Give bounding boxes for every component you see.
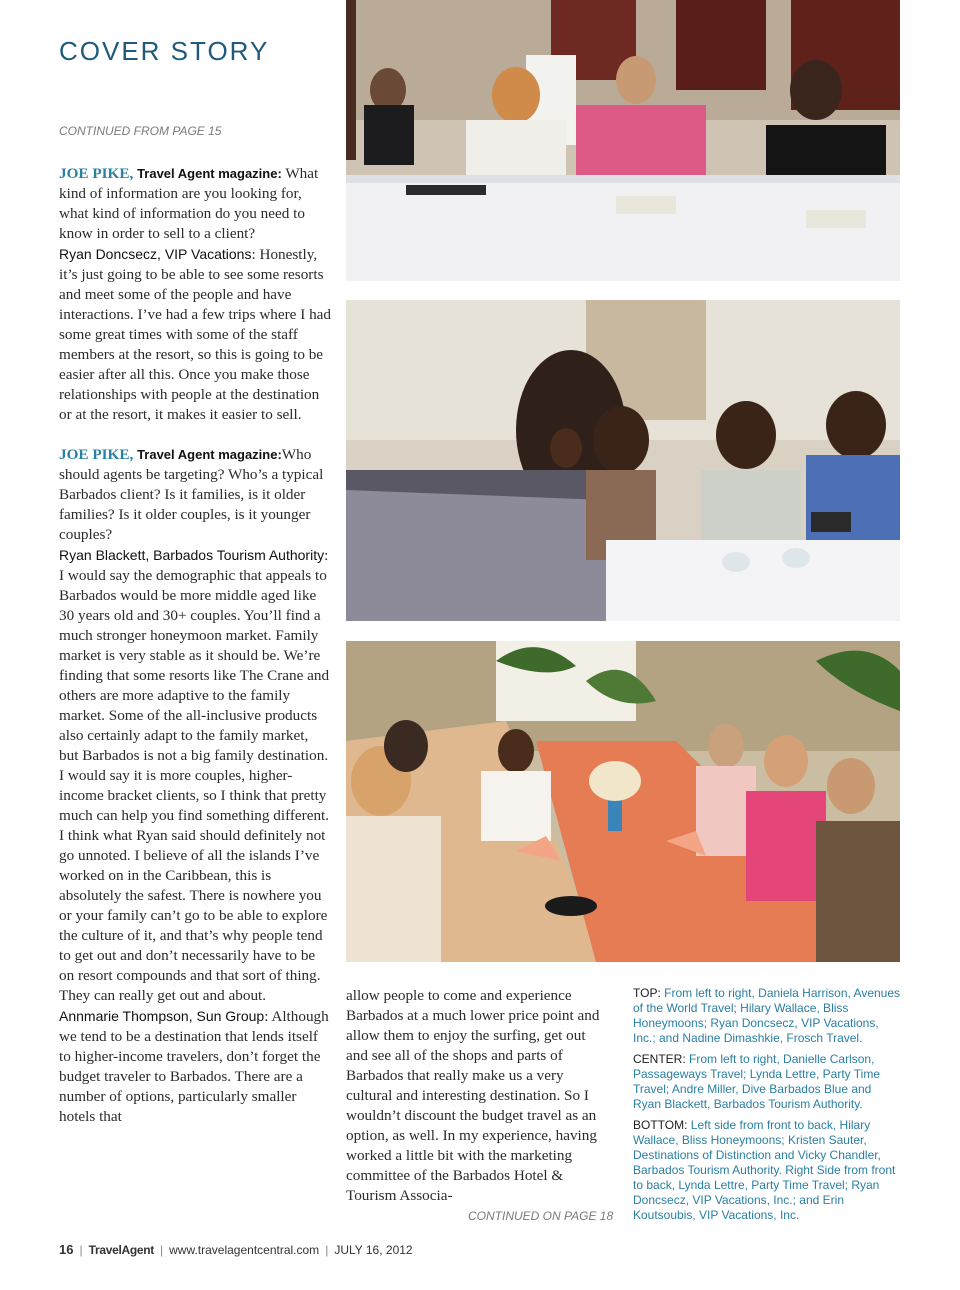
interviewer-publication: Travel Agent magazine: (137, 447, 282, 462)
magazine-brand: TravelAgent (88, 1243, 154, 1257)
question-2-text: Who should agents be targeting? Who’s a typical Barbados client? Is it families, is it older families? Is it older couples, is it younger couples? (59, 446, 324, 543)
caption-label: BOTTOM: (633, 1118, 688, 1132)
issue-date: JULY 16, 2012 (334, 1243, 413, 1257)
speaker-name: Ryan Doncsecz, VIP Vacations (59, 246, 252, 262)
answer-3-continued: allow people to come and experience Barbados at a much lower price point and allow them to enjoy the surfing, get out and see all of the shops and parts of Barbados that really make us a very cultural and interesting destination. So I wouldn’t discount the budget travel as an option, as well. In my experience, having worked a little bit with the marketing committee of the Barbados Hotel & Tourism Associa- (346, 987, 600, 1204)
answer-2 (59, 545, 331, 826)
caption-text: From left to right, Daniela Harrison, Avenues of the World Travel; Hilary Wallace, Bliss Honeymoons; Ryan Doncsecz, VIP Vacations, Inc.; and Nadine Dimashkie, Frosch Travel. (633, 986, 901, 1045)
footer-divider: | (325, 1243, 329, 1257)
speaker-name: Annmarie Thompson, Sun Group (59, 1008, 265, 1024)
answer-3 (59, 1006, 331, 1127)
speaker-name: Ryan Blackett, Barbados Tourism Authority (59, 547, 325, 563)
caption-top (633, 986, 901, 1046)
answer-1 (59, 244, 331, 425)
website-link[interactable]: www.travelagentcentral.com (169, 1243, 320, 1257)
caption-text: Left side from front to back, Hilary Wallace, Bliss Honeymoons; Kristen Sauter, Destinations of Distinction and Vicky Chandler, Barbados Tourism Authority. Right Side from front to back, Lynda Lettre, Party Time Travel; Ryan Doncsecz, VIP Vacations, Inc.; and Erin Koutsoubis, VIP Vacations, Inc. (633, 1118, 896, 1222)
footer-divider: | (79, 1243, 83, 1257)
caption-bottom (633, 1118, 901, 1223)
photo-top-meeting (346, 0, 900, 281)
question-1 (59, 164, 331, 244)
footer-divider: | (159, 1243, 164, 1257)
caption-text: From left to right, Danielle Carlson, Passageways Travel; Lynda Lettre, Party Time Travel; Andre Miller, Dive Barbados Blue and Ryan Blackett, Barbados Tourism Authority. (633, 1052, 881, 1111)
article-middle-column (346, 986, 608, 1206)
answer-2-continued: I think what Ryan said should definitely not go unnoted. I believe of all the islands I’ve worked on in the Caribbean, this is absolutely the safest. There is nowhere you or your family can’t go to be able to explore the culture of it, and that’s why people tend to get out and don’t necessarily have to be on resort compounds and that sort of thing. They can really get out and about. (59, 827, 328, 1004)
interviewer-publication: Travel Agent magazine: (137, 166, 282, 181)
interviewer-name: JOE PIKE, (59, 165, 134, 182)
question-1-text: What kind of information are you looking for, what kind of information do you need to know in order to sell to a client? (59, 165, 319, 242)
photo-center-discussion (346, 300, 900, 621)
page-footer (59, 1242, 413, 1257)
article-left-column (59, 164, 331, 1127)
continued-from-note: CONTINUED FROM PAGE 15 (59, 124, 222, 138)
caption-label: CENTER: (633, 1052, 686, 1066)
interviewer-name: JOE PIKE, (59, 446, 134, 463)
page-number: 16 (59, 1242, 74, 1257)
section-label: COVER STORY (59, 36, 270, 66)
caption-label: TOP: (633, 986, 661, 1000)
answer-1-text: : Honestly, it’s just going to be able to see some resorts and meet some of the people and have interactions. I’ve had a few trips where I had some great times with some of the staff members at the resort, so this is going to be easier after all this. Once you make those relationships with people at the destination or at the resort, it makes it easier to sell. (59, 246, 331, 423)
caption-center (633, 1052, 901, 1112)
answer-3-text: : Although we tend to be a destination that lends itself to higher-income travelers, don’t forget the budget traveler to Barbados. There are a number of options, particularly smaller hotels that (59, 1008, 329, 1125)
answer-2-text: : I would say the demographic that appeals to Barbados would be more middle aged like 30 years old and 30+ couples. You’ll find a much stronger honeymoon market. Family market is very stable as it should be. We’re finding that some resorts like The Crane and others are more adaptive to the family market. Some of the all-inclusive products also certainly adapt to the family market, but Barbados is not a big family destination. I would say it is more couples, higher-income bracket clients, so I think that pretty much can help you find something different. (59, 547, 330, 824)
question-2 (59, 445, 331, 545)
continued-on-note: CONTINUED ON PAGE 18 (468, 1209, 614, 1223)
photo-bottom-lunch (346, 641, 900, 962)
photo-captions (633, 986, 901, 1229)
